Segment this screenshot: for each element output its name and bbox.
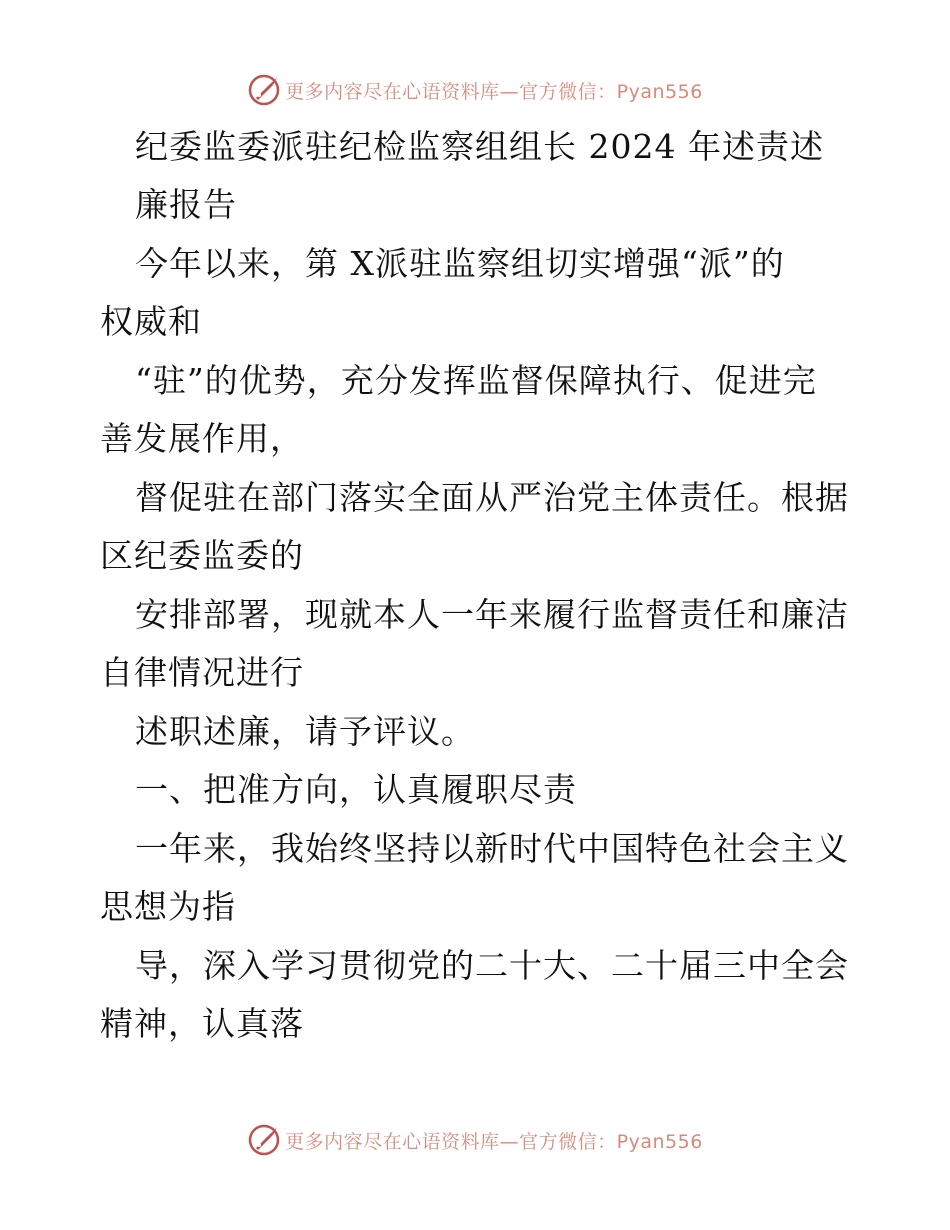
document-title-line-2: 廉报告	[135, 185, 237, 224]
body-line: 自律情况进行	[100, 653, 304, 692]
quill-seal-icon	[247, 1123, 281, 1157]
body-line: 精神，认真落	[100, 1004, 304, 1043]
body-line: 今年以来，第 X派驻监察组切实增强“派”的	[135, 244, 785, 283]
watermark-text: 更多内容尽在心语资料库—官方微信：Pyan556	[285, 80, 703, 103]
body-line: 一年来，我始终坚持以新时代中国特色社会主义	[135, 829, 849, 868]
body-line: 权威和	[100, 302, 202, 341]
body-line: 督促驻在部门落实全面从严治党主体责任。根据	[135, 478, 849, 517]
body-line: 导，深入学习贯彻党的二十大、二十届三中全会	[135, 946, 849, 985]
section-heading: 一、把准方向，认真履职尽责	[135, 770, 577, 809]
quill-seal-icon	[247, 73, 281, 107]
body-line: 区纪委监委的	[100, 536, 304, 575]
body-line: “驻”的优势，充分发挥监督保障执行、促进完	[135, 361, 817, 400]
watermark-text: 更多内容尽在心语资料库—官方微信：Pyan556	[285, 1130, 703, 1153]
body-line: 述职述廉，请予评议。	[135, 712, 475, 751]
body-line: 善发展作用，	[100, 419, 304, 458]
document-title-line-1: 纪委监委派驻纪检监察组组长 2024 年述责述	[135, 127, 824, 166]
header-watermark	[0, 70, 950, 110]
footer-watermark	[0, 1120, 950, 1160]
body-line: 安排部署，现就本人一年来履行监督责任和廉洁	[135, 595, 849, 634]
body-line: 思想为指	[100, 887, 236, 926]
